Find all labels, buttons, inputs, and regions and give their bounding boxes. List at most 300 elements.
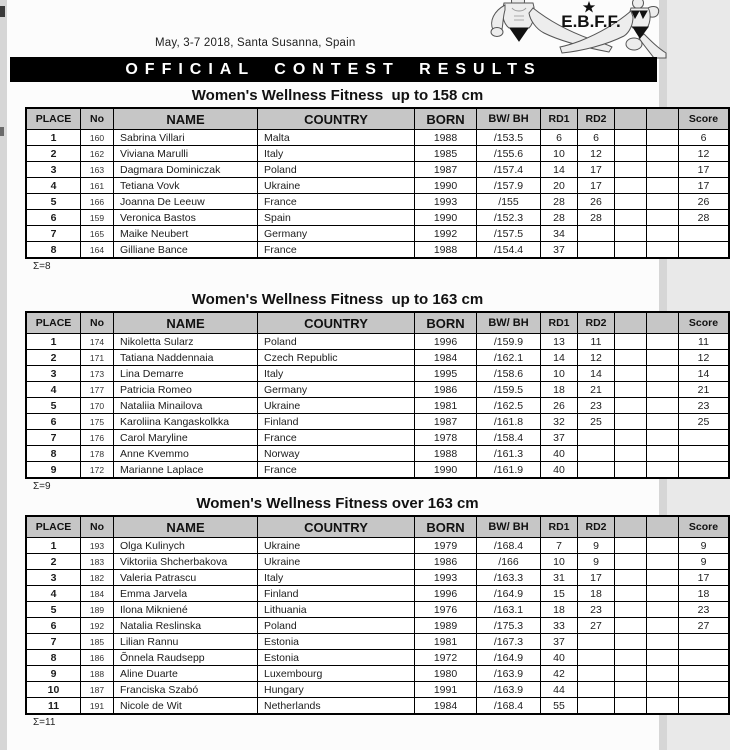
result-cell: 11	[26, 698, 81, 715]
result-cell: /161.3	[477, 446, 541, 462]
result-cell: 7	[26, 634, 81, 650]
result-cell: 18	[541, 602, 578, 618]
result-cell: 12	[679, 146, 730, 162]
result-cell: /163.1	[477, 602, 541, 618]
result-row	[26, 366, 729, 382]
result-cell	[679, 430, 730, 446]
result-cell: 6	[679, 130, 730, 146]
result-cell: 165	[81, 226, 114, 242]
result-cell: 161	[81, 178, 114, 194]
result-row	[26, 698, 729, 715]
results-section-up-to-163	[25, 291, 719, 492]
ebff-logo	[488, 0, 666, 58]
result-cell: Netherlands	[258, 698, 415, 715]
result-cell: Patricia Romeo	[114, 382, 258, 398]
result-row	[26, 666, 729, 682]
result-cell: 18	[541, 382, 578, 398]
result-cell: 32	[541, 414, 578, 430]
result-cell: /166	[477, 554, 541, 570]
official-results-banner: OFFICIAL CONTEST RESULTS	[10, 57, 657, 82]
result-row	[26, 538, 729, 554]
result-cell: 7	[26, 430, 81, 446]
result-cell: 1	[26, 130, 81, 146]
result-cell: 10	[541, 554, 578, 570]
result-cell: 1981	[415, 634, 477, 650]
result-cell: Emma Jarvela	[114, 586, 258, 602]
result-cell: 1995	[415, 366, 477, 382]
result-cell: 184	[81, 586, 114, 602]
result-cell: /155.6	[477, 146, 541, 162]
result-row	[26, 554, 729, 570]
result-row	[26, 650, 729, 666]
result-cell: Lithuania	[258, 602, 415, 618]
result-cell: 186	[81, 650, 114, 666]
column-header-rd2: RD2	[578, 312, 615, 334]
result-cell: 3	[26, 366, 81, 382]
result-cell	[615, 586, 647, 602]
result-cell: 17	[578, 570, 615, 586]
result-cell: 13	[541, 334, 578, 350]
result-cell: Aline Duarte	[114, 666, 258, 682]
result-cell: 1996	[415, 334, 477, 350]
result-cell: 1985	[415, 146, 477, 162]
result-cell: Karoliina Kangaskolkka	[114, 414, 258, 430]
result-cell	[647, 194, 679, 210]
result-cell: 6	[26, 414, 81, 430]
result-cell: 1991	[415, 682, 477, 698]
result-cell: 188	[81, 666, 114, 682]
result-cell	[647, 554, 679, 570]
results-table	[25, 515, 730, 715]
result-cell: 28	[541, 210, 578, 226]
header-row	[26, 108, 729, 130]
result-cell: 1	[26, 538, 81, 554]
result-cell: Sabrina Villari	[114, 130, 258, 146]
result-cell: /157.4	[477, 162, 541, 178]
result-cell: 20	[541, 178, 578, 194]
result-cell	[647, 366, 679, 382]
result-cell: /155	[477, 194, 541, 210]
participants-sum: Σ=8	[33, 261, 51, 272]
result-cell: 3	[26, 570, 81, 586]
column-header-blank-8	[615, 108, 647, 130]
results-section-up-to-158	[25, 87, 719, 272]
event-date-location: May, 3-7 2018, Santa Susanna, Spain	[155, 37, 356, 49]
result-cell: 9	[578, 554, 615, 570]
result-cell: 6	[578, 130, 615, 146]
result-cell: 26	[541, 398, 578, 414]
result-cell: Germany	[258, 226, 415, 242]
result-cell	[615, 162, 647, 178]
column-header-score: Score	[679, 516, 730, 538]
result-cell: 9	[578, 538, 615, 554]
result-cell: 17	[679, 162, 730, 178]
result-row	[26, 162, 729, 178]
result-cell	[647, 414, 679, 430]
result-cell: 1984	[415, 350, 477, 366]
result-cell: 1988	[415, 446, 477, 462]
result-cell	[578, 430, 615, 446]
result-cell: 21	[679, 382, 730, 398]
result-cell: 177	[81, 382, 114, 398]
result-cell: 21	[578, 382, 615, 398]
result-cell: 26	[578, 194, 615, 210]
result-cell: 183	[81, 554, 114, 570]
result-cell: 9	[679, 538, 730, 554]
result-cell: 28	[541, 194, 578, 210]
column-header-no: No	[81, 516, 114, 538]
result-cell: Tatiana Naddennaia	[114, 350, 258, 366]
result-cell: /158.4	[477, 430, 541, 446]
category-title: Women's Wellness Fitness up to 163 cm	[191, 291, 484, 308]
result-cell	[615, 618, 647, 634]
result-cell	[615, 650, 647, 666]
column-header-no: No	[81, 108, 114, 130]
result-cell	[647, 446, 679, 462]
result-cell: 1993	[415, 570, 477, 586]
result-row	[26, 226, 729, 242]
result-cell	[615, 398, 647, 414]
column-header-country: COUNTRY	[258, 516, 415, 538]
result-cell	[647, 538, 679, 554]
result-cell	[578, 226, 615, 242]
result-cell: 6	[26, 618, 81, 634]
result-cell: Finland	[258, 586, 415, 602]
result-cell	[615, 634, 647, 650]
result-row	[26, 682, 729, 698]
result-cell: 27	[578, 618, 615, 634]
column-header-score: Score	[679, 108, 730, 130]
result-row	[26, 602, 729, 618]
result-cell: 159	[81, 210, 114, 226]
result-cell: Nikoletta Sularz	[114, 334, 258, 350]
result-cell: 1987	[415, 414, 477, 430]
result-cell	[647, 602, 679, 618]
result-cell	[647, 146, 679, 162]
result-cell: /161.8	[477, 414, 541, 430]
result-cell: 27	[679, 618, 730, 634]
result-cell	[615, 602, 647, 618]
result-cell: 1972	[415, 650, 477, 666]
result-cell: 185	[81, 634, 114, 650]
column-header-bw-bh: BW/ BH	[477, 516, 541, 538]
result-cell: 5	[26, 194, 81, 210]
result-cell	[615, 554, 647, 570]
result-cell: Italy	[258, 146, 415, 162]
result-cell	[647, 382, 679, 398]
result-cell: 10	[26, 682, 81, 698]
result-cell: 25	[578, 414, 615, 430]
result-cell	[679, 242, 730, 259]
result-cell: Poland	[258, 162, 415, 178]
result-cell	[647, 242, 679, 259]
result-cell: 12	[679, 350, 730, 366]
result-cell	[647, 698, 679, 715]
result-cell: 11	[578, 334, 615, 350]
column-header-name: NAME	[114, 312, 258, 334]
result-cell: Finland	[258, 414, 415, 430]
result-cell	[615, 242, 647, 259]
result-cell	[647, 130, 679, 146]
header-row	[26, 516, 729, 538]
result-cell: Viktoriia Shcherbakova	[114, 554, 258, 570]
result-cell: 1990	[415, 462, 477, 479]
column-header-rd2: RD2	[578, 516, 615, 538]
result-cell: 11	[679, 334, 730, 350]
result-cell	[615, 210, 647, 226]
result-cell: 28	[578, 210, 615, 226]
result-cell: Õnnela Raudsepp	[114, 650, 258, 666]
result-cell	[647, 650, 679, 666]
column-header-rd1: RD1	[541, 312, 578, 334]
result-cell: 23	[679, 602, 730, 618]
result-cell: 40	[541, 650, 578, 666]
result-cell	[615, 462, 647, 479]
result-cell: 1987	[415, 162, 477, 178]
result-cell: Poland	[258, 334, 415, 350]
result-cell: 17	[578, 162, 615, 178]
result-cell: 23	[679, 398, 730, 414]
result-cell	[615, 366, 647, 382]
result-cell: 176	[81, 430, 114, 446]
column-header-rd2: RD2	[578, 108, 615, 130]
result-cell: /154.4	[477, 242, 541, 259]
result-cell	[615, 414, 647, 430]
result-cell: Hungary	[258, 682, 415, 698]
result-cell: 5	[26, 602, 81, 618]
result-cell: 1980	[415, 666, 477, 682]
result-cell: Joanna De Leeuw	[114, 194, 258, 210]
result-cell: Valeria Patrascu	[114, 570, 258, 586]
result-cell: 174	[81, 334, 114, 350]
result-cell: 55	[541, 698, 578, 715]
result-cell	[647, 350, 679, 366]
result-cell	[647, 634, 679, 650]
result-cell	[578, 650, 615, 666]
result-cell: 173	[81, 366, 114, 382]
result-cell: 1990	[415, 210, 477, 226]
result-cell: 7	[26, 226, 81, 242]
result-cell: 192	[81, 618, 114, 634]
result-cell: 182	[81, 570, 114, 586]
result-cell: Viviana Marulli	[114, 146, 258, 162]
result-cell: 1978	[415, 430, 477, 446]
result-cell: 9	[26, 666, 81, 682]
result-cell: /157.9	[477, 178, 541, 194]
result-row	[26, 382, 729, 398]
result-cell: Gilliane Bance	[114, 242, 258, 259]
result-cell: 4	[26, 382, 81, 398]
result-cell: 10	[541, 146, 578, 162]
result-cell	[679, 462, 730, 479]
result-row	[26, 194, 729, 210]
result-cell: /159.5	[477, 382, 541, 398]
result-cell: Czech Republic	[258, 350, 415, 366]
result-cell: 17	[578, 178, 615, 194]
column-header-bw-bh: BW/ BH	[477, 312, 541, 334]
result-cell	[615, 350, 647, 366]
category-title: Women's Wellness Fitness up to 158 cm	[191, 87, 484, 104]
result-cell	[647, 178, 679, 194]
result-row	[26, 570, 729, 586]
result-cell: 193	[81, 538, 114, 554]
result-cell: /163.3	[477, 570, 541, 586]
result-cell: 164	[81, 242, 114, 259]
result-cell: Natalia Reslinska	[114, 618, 258, 634]
result-cell	[615, 666, 647, 682]
result-cell: /152.3	[477, 210, 541, 226]
result-row	[26, 146, 729, 162]
result-cell: 175	[81, 414, 114, 430]
result-cell: 31	[541, 570, 578, 586]
result-cell: 1986	[415, 554, 477, 570]
result-cell: Ukraine	[258, 538, 415, 554]
results-section-over-163	[25, 495, 719, 728]
result-cell: /175.3	[477, 618, 541, 634]
result-cell	[578, 634, 615, 650]
column-header-blank-8	[615, 312, 647, 334]
result-cell: 187	[81, 682, 114, 698]
result-row	[26, 242, 729, 259]
result-cell: /164.9	[477, 586, 541, 602]
result-cell: /153.5	[477, 130, 541, 146]
result-cell: /161.9	[477, 462, 541, 479]
result-cell	[578, 682, 615, 698]
result-cell: France	[258, 462, 415, 479]
result-cell: 23	[578, 602, 615, 618]
result-cell: 14	[541, 350, 578, 366]
result-cell: 172	[81, 462, 114, 479]
result-cell: /167.3	[477, 634, 541, 650]
result-cell: Olga Kulinych	[114, 538, 258, 554]
result-cell: 17	[679, 570, 730, 586]
result-cell: /162.1	[477, 350, 541, 366]
result-cell: 42	[541, 666, 578, 682]
result-cell	[615, 194, 647, 210]
result-cell	[647, 334, 679, 350]
result-row	[26, 462, 729, 479]
column-header-country: COUNTRY	[258, 312, 415, 334]
result-cell	[647, 570, 679, 586]
result-cell	[615, 226, 647, 242]
result-cell: 8	[26, 242, 81, 259]
result-cell: 3	[26, 162, 81, 178]
result-cell: 1996	[415, 586, 477, 602]
result-cell: Lina Demarre	[114, 366, 258, 382]
result-cell	[615, 382, 647, 398]
result-cell	[578, 462, 615, 479]
result-cell: 10	[541, 366, 578, 382]
result-cell	[679, 698, 730, 715]
result-cell: Ilona Mikniené	[114, 602, 258, 618]
result-cell	[679, 666, 730, 682]
result-cell: 12	[578, 350, 615, 366]
result-cell	[578, 666, 615, 682]
result-cell: 189	[81, 602, 114, 618]
result-cell	[647, 162, 679, 178]
result-cell	[578, 446, 615, 462]
column-header-name: NAME	[114, 108, 258, 130]
result-row	[26, 130, 729, 146]
result-cell	[647, 586, 679, 602]
result-cell: 1	[26, 334, 81, 350]
column-header-born: BORN	[415, 108, 477, 130]
result-cell: 162	[81, 146, 114, 162]
result-cell: 7	[541, 538, 578, 554]
result-cell: 1986	[415, 382, 477, 398]
result-cell: 160	[81, 130, 114, 146]
result-cell: 6	[541, 130, 578, 146]
result-cell: 15	[541, 586, 578, 602]
result-cell: Ukraine	[258, 178, 415, 194]
result-row	[26, 430, 729, 446]
column-header-rd1: RD1	[541, 108, 578, 130]
result-cell: 1990	[415, 178, 477, 194]
result-cell: Luxembourg	[258, 666, 415, 682]
result-cell: 1984	[415, 698, 477, 715]
column-header-place: PLACE	[26, 108, 81, 130]
result-cell: 12	[578, 146, 615, 162]
result-cell: 26	[679, 194, 730, 210]
result-cell: 8	[26, 650, 81, 666]
result-cell: /158.6	[477, 366, 541, 382]
column-header-blank-9	[647, 312, 679, 334]
result-cell: Italy	[258, 366, 415, 382]
column-header-born: BORN	[415, 516, 477, 538]
result-cell: 2	[26, 554, 81, 570]
result-cell	[615, 698, 647, 715]
result-cell: /157.5	[477, 226, 541, 242]
result-cell: /164.9	[477, 650, 541, 666]
result-cell: 4	[26, 586, 81, 602]
category-title: Women's Wellness Fitness over 163 cm	[196, 495, 479, 512]
result-cell: /168.4	[477, 698, 541, 715]
result-cell: 191	[81, 698, 114, 715]
result-row	[26, 210, 729, 226]
result-cell: 14	[541, 162, 578, 178]
result-row	[26, 350, 729, 366]
scan-speck	[0, 6, 5, 17]
result-row	[26, 618, 729, 634]
result-cell	[679, 650, 730, 666]
result-cell: /163.9	[477, 682, 541, 698]
result-cell: /162.5	[477, 398, 541, 414]
result-cell: France	[258, 194, 415, 210]
column-header-place: PLACE	[26, 516, 81, 538]
result-cell	[647, 226, 679, 242]
result-cell: 9	[679, 554, 730, 570]
result-cell	[615, 682, 647, 698]
result-cell: Ukraine	[258, 554, 415, 570]
result-cell: /159.9	[477, 334, 541, 350]
result-cell	[615, 178, 647, 194]
result-cell: 18	[578, 586, 615, 602]
result-cell: Norway	[258, 446, 415, 462]
result-cell: 1988	[415, 130, 477, 146]
result-cell: 23	[578, 398, 615, 414]
column-header-blank-9	[647, 108, 679, 130]
result-cell	[578, 242, 615, 259]
participants-sum: Σ=9	[33, 481, 51, 492]
result-cell: 5	[26, 398, 81, 414]
result-cell	[647, 618, 679, 634]
result-cell	[679, 446, 730, 462]
result-cell	[647, 682, 679, 698]
result-cell: 14	[578, 366, 615, 382]
results-table	[25, 311, 730, 479]
result-cell: Estonia	[258, 634, 415, 650]
result-cell: 163	[81, 162, 114, 178]
